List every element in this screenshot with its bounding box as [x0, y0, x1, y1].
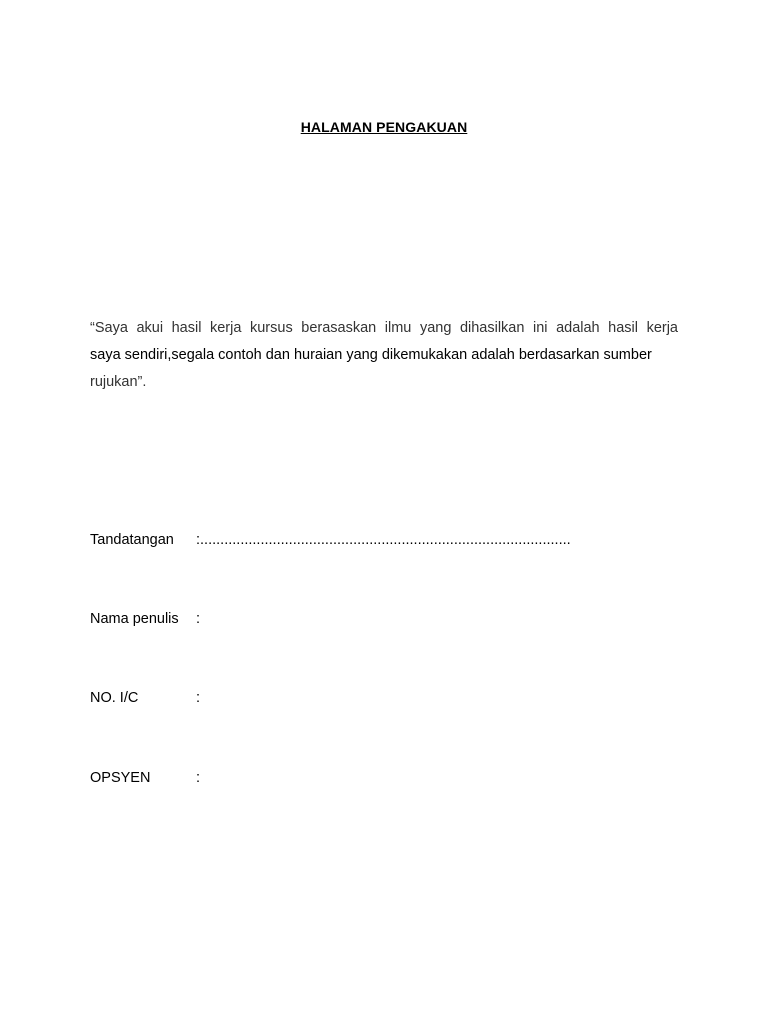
- option-label: OPSYEN: [90, 770, 151, 786]
- statement-line-1: “Saya akui hasil kerja kursus berasaskan ilmu yang dihasilkan ini adalah hasil kerja: [90, 320, 678, 336]
- statement-line-3: rujukan”.: [90, 374, 147, 390]
- signature-dotted-line: ............................................................................................: [200, 532, 571, 548]
- ic-number-field: [90, 688, 200, 708]
- page-title: HALAMAN PENGAKUAN: [300, 119, 468, 135]
- statement-line-2: saya sendiri,segala contoh dan huraian yang dikemukakan adalah berdasarkan sumber: [90, 347, 652, 363]
- option-field: [90, 768, 200, 788]
- signature-field: [90, 530, 571, 550]
- option-colon: :: [196, 770, 201, 786]
- writer-name-field: [90, 609, 200, 629]
- ic-number-label: NO. I/C: [90, 690, 139, 706]
- declaration-statement: [90, 315, 678, 396]
- signature-label: Tandatangan: [90, 532, 174, 548]
- signature-colon: :: [196, 532, 201, 548]
- ic-number-colon: :: [196, 690, 201, 706]
- writer-name-label: Nama penulis: [90, 611, 179, 627]
- writer-name-colon: :: [196, 611, 201, 627]
